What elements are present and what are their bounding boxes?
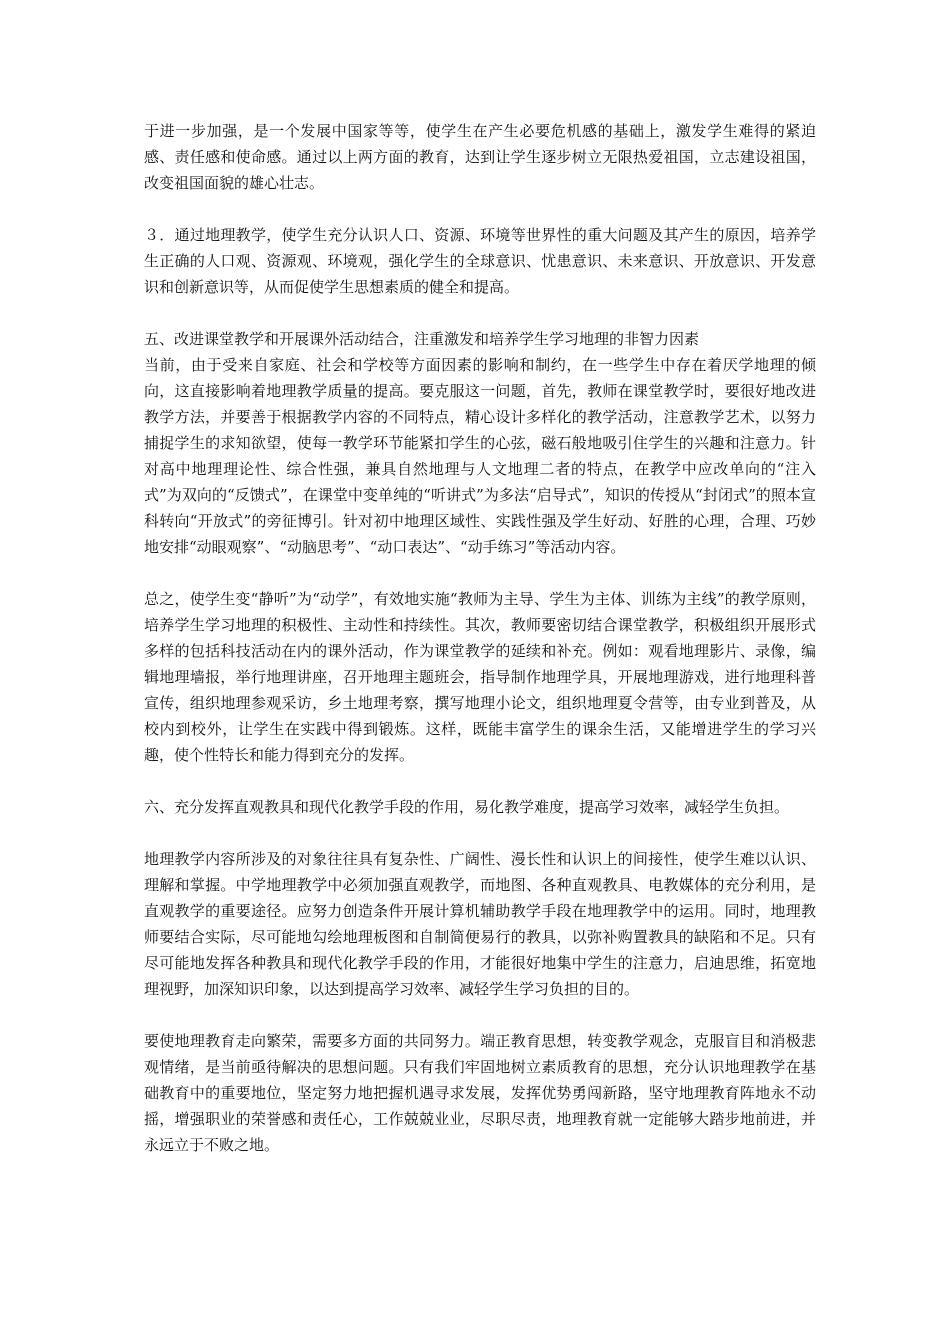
paragraph-section-6-body: 地理教学内容所涉及的对象往往具有复杂性、广阔性、漫长性和认识上的间接性，使学生难以认识、理解和掌握。中学地理教学中必须加强直观教学，而地图、各种直观教具、电教媒体的充分利用，是直观教学的重要途径。应努力创造条件开展计算机辅助教学手段在地理教学中的运用。同时，地理教师要结合实际，尽可能地勾绘地理板图和自制简便易行的教具，以弥补购置教具的缺陷和不足。只有尽可能地发挥各种教具和现代化教学手段的作用，才能很好地集中学生的注意力，启迪思维，拓宽地理视野，加深知识印象，以达到提高学习效率、减轻学生学习负担的目的。 [144, 850, 816, 998]
paragraph-point-3: ３．通过地理教学，使学生充分认识人口、资源、环境等世界性的重大问题及其产生的原因，培养学生正确的人口观、资源观、环境观，强化学生的全球意识、忧患意识、未来意识、开放意识、开发意识和创新意识等，从而促使学生思想素质的健全和提高。 [144, 226, 816, 296]
document-body [144, 118, 816, 1184]
paragraph-conclusion: 要使地理教育走向繁荣，需要多方面的共同努力。端正教育思想，转变教学观念，克服盲目和消极悲观情绪，是当前亟待解决的思想问题。只有我们牢固地树立素质教育的思想，充分认识地理教学在基础教育中的重要地位，坚定努力地把握机遇寻求发展，发挥优势勇闯新路，坚守地理教育阵地永不动摇，增强职业的荣誉感和责任心，工作兢兢业业，尽职尽责，地理教育就一定能够大踏步地前进，并永远立于不败之地。 [144, 1032, 816, 1154]
section-heading-5: 五、改进课堂教学和开展课外活动结合，注重激发和培养学生学习地理的非智力因素 [144, 330, 700, 348]
paragraph-summary: 总之，使学生变“静听”为“动学”，有效地实施“教师为主导、学生为主体、训练为主线”的教学原则，培养学生学习地理的积极性、主动性和持续性。其次，教师要密切结合课堂教学，积极组织开展形式多样的包括科技活动在内的课外活动，作为课堂教学的延续和补充。例如：观看地理影片、录像，编辑地理墙报，举行地理讲座，召开地理主题班会，指导制作地理学具，开展地理游戏，进行地理科普宣传，组织地理参观采访，乡土地理考察，撰写地理小论文，组织地理夏令营等，由专业到普及，从校内到校外，让学生在实践中得到锻炼。这样，既能丰富学生的课余生活，又能增进学生的学习兴趣，使个性特长和能力得到充分的发挥。 [144, 590, 816, 764]
section-heading-6: 六、充分发挥直观教具和现代化教学手段的作用，易化教学难度，提高学习效率，减轻学生负担。 [144, 798, 790, 816]
paragraph-section-5-body: 当前，由于受来自家庭、社会和学校等方面因素的影响和制约，在一些学生中存在着厌学地理的倾向，这直接影响着地理教学质量的提高。要克服这一问题，首先，教师在课堂教学时，要很好地改进教学方法，并要善于根据教学内容的不同特点，精心设计多样化的教学活动，注意教学艺术，以努力捕捉学生的求知欲望，使每一教学环节能紧扣学生的心弦，磁石般地吸引住学生的兴趣和注意力。针对高中地理理论性、综合性强，兼具自然地理与人文地理二者的特点，在教学中应改单向的“注入式”为双向的“反馈式”，在课堂中变单纯的“听讲式”为多法“启导式”，知识的传授从“封闭式”的照本宣科转向“开放式”的旁征博引。针对初中地理区域性、实践性强及学生好动、好胜的心理，合理、巧妙地安排“动眼观察”、“动脑思考”、“动口表达”、“动手练习”等活动内容。 [144, 356, 816, 556]
paragraph-intro-continuation: 于进一步加强，是一个发展中国家等等，使学生在产生必要危机感的基础上，激发学生难得的紧迫感、责任感和使命感。通过以上两方面的教育，达到让学生逐步树立无限热爱祖国，立志建设祖国，改变祖国面貌的雄心壮志。 [144, 122, 816, 192]
